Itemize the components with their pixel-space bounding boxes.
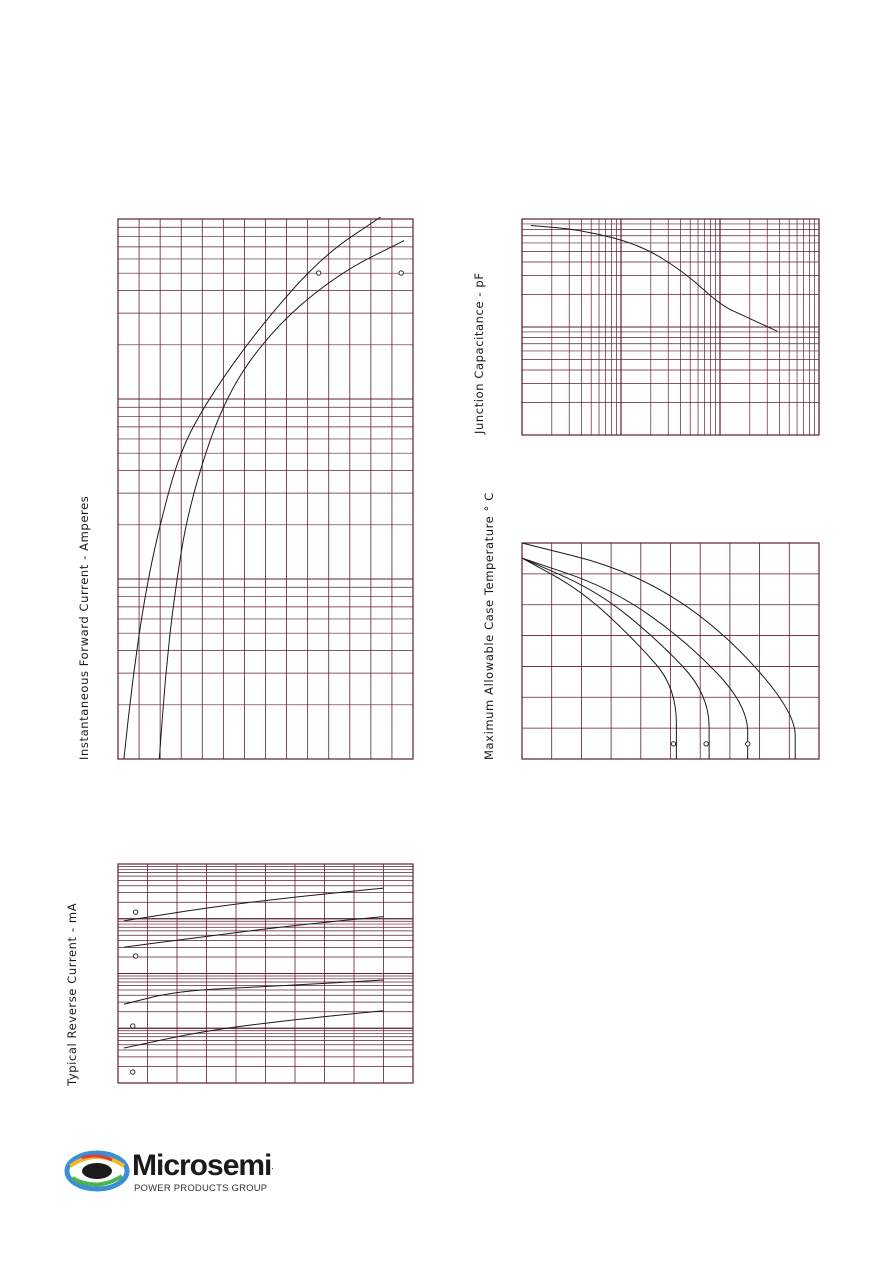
- reverse-series-marker: [131, 1024, 135, 1028]
- junction-capacitance-chart: [522, 219, 819, 435]
- logo-wordmark: Microsemi.: [132, 1149, 273, 1182]
- forward-series-marker: [316, 271, 320, 275]
- logo-subtitle: POWER PRODUCTS GROUP: [134, 1183, 268, 1194]
- temperature-series-marker: [704, 742, 708, 746]
- temperature-series-marker: [671, 742, 675, 746]
- forward-series-marker: [399, 271, 403, 275]
- temperature-series-marker: [746, 742, 750, 746]
- capacitance-ylabel: Junction Capacitance - pF: [472, 272, 486, 434]
- reverse-series-marker: [134, 910, 138, 914]
- reverse-current-ylabel: Typical Reverse Current - mA: [65, 902, 79, 1086]
- reverse-series-marker: [131, 1070, 135, 1074]
- temperature-ylabel: Maximum Allowable Case Temperature ° C: [482, 492, 496, 760]
- logo-emblem-icon: [64, 1148, 130, 1194]
- forward-current-ylabel: Instantaneous Forward Current - Amperes: [77, 495, 91, 760]
- forward-current-chart: [118, 217, 413, 759]
- reverse-current-chart: [118, 864, 413, 1083]
- microsemi-logo: [64, 1148, 294, 1198]
- case-temperature-chart: [522, 543, 819, 759]
- reverse-series-marker: [134, 954, 138, 958]
